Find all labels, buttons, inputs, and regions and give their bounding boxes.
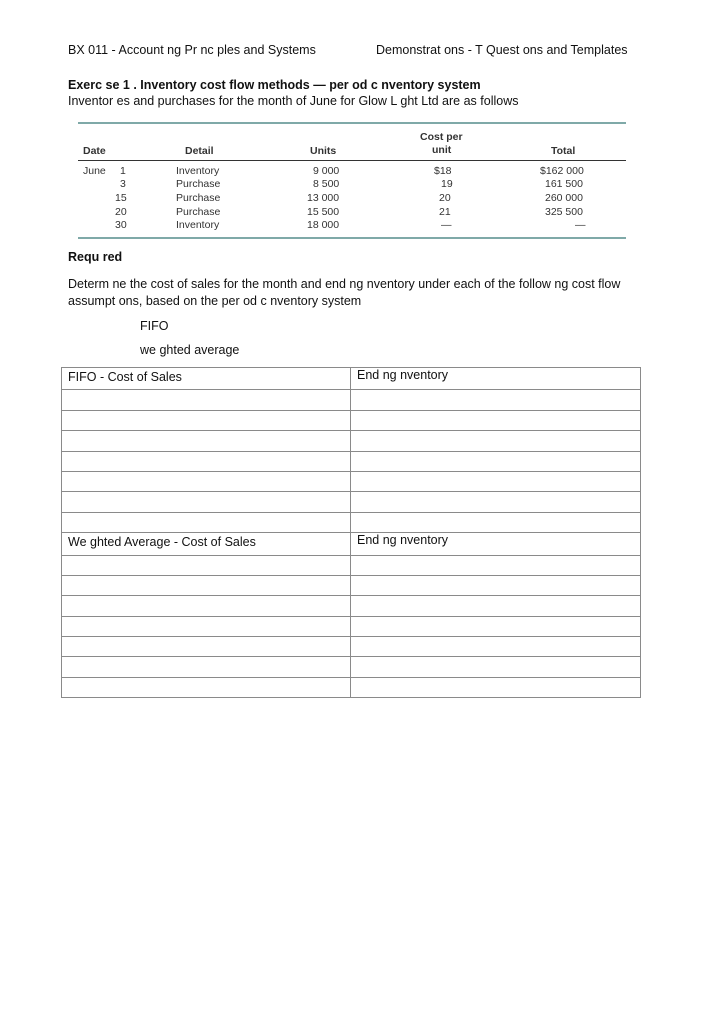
answer-cell[interactable] (351, 657, 641, 677)
answer-cell[interactable] (351, 512, 641, 532)
answer-row (62, 512, 641, 532)
answer-cell[interactable] (351, 575, 641, 595)
answer-row (62, 492, 641, 512)
answer-cell[interactable] (62, 657, 351, 677)
required-bullet-fifo: FIFO (140, 319, 169, 333)
col-header-cost-line1: Cost per (420, 131, 463, 143)
answer-cell[interactable] (351, 596, 641, 616)
answer-row (62, 657, 641, 677)
answer-cell[interactable] (62, 451, 351, 471)
weighted-average-cost-of-sales-label: We ghted Average - Cost of Sales (62, 533, 351, 555)
col-header-total: Total (551, 145, 576, 157)
answer-row (62, 637, 641, 657)
col-header-cost-line2: unit (432, 144, 452, 156)
answer-cell[interactable] (351, 555, 641, 575)
answer-cell[interactable] (351, 410, 641, 430)
weighted-average-ending-inventory-label: End ng nventory (351, 533, 641, 555)
answer-cell[interactable] (351, 637, 641, 657)
answer-cell[interactable] (62, 512, 351, 532)
answer-row (62, 596, 641, 616)
table-header-rule (78, 160, 626, 161)
answer-row (62, 575, 641, 595)
answer-cell[interactable] (62, 390, 351, 410)
table-top-rule (78, 122, 626, 124)
answer-cell[interactable] (351, 390, 641, 410)
fifo-cost-of-sales-label: FIFO - Cost of Sales (62, 368, 351, 390)
answer-cell[interactable] (62, 596, 351, 616)
answer-cell[interactable] (351, 431, 641, 451)
answer-row (62, 451, 641, 471)
answer-grid (61, 367, 641, 698)
table-bottom-rule (78, 237, 626, 239)
col-header-detail: Detail (185, 145, 214, 157)
answer-cell[interactable] (62, 677, 351, 697)
answer-row (62, 616, 641, 636)
answer-row (62, 555, 641, 575)
answer-cell[interactable] (62, 431, 351, 451)
answer-cell[interactable] (351, 492, 641, 512)
answer-cell[interactable] (62, 471, 351, 491)
col-header-units: Units (310, 145, 337, 157)
answer-row (62, 410, 641, 430)
document-header-section: Demonstrat ons - T Quest ons and Templates (376, 43, 628, 57)
exercise-title: Exerc se 1 . Inventory cost flow methods — per od c nventory system (68, 78, 481, 92)
answer-cell[interactable] (351, 471, 641, 491)
required-bullet-weighted-average: we ghted average (140, 343, 240, 357)
answer-row (62, 390, 641, 410)
answer-cell[interactable] (351, 616, 641, 636)
answer-cell[interactable] (351, 451, 641, 471)
answer-cell[interactable] (62, 616, 351, 636)
fifo-ending-inventory-label: End ng nventory (351, 368, 641, 390)
col-header-date: Date (83, 145, 106, 157)
answer-row (62, 431, 641, 451)
answer-row (62, 471, 641, 491)
required-text: Determ ne the cost of sales for the month and end ng nventory under each of the follow ng cost flow assumpt ons, based on the per od c nventory system (68, 277, 621, 308)
answer-cell[interactable] (62, 555, 351, 575)
required-heading: Requ red (68, 250, 123, 264)
answer-row (62, 677, 641, 697)
answer-cell[interactable] (62, 492, 351, 512)
exercise-intro: Inventor es and purchases for the month of June for Glow L ght Ltd are as follows (68, 94, 519, 108)
answer-cell[interactable] (62, 575, 351, 595)
answer-cell[interactable] (351, 677, 641, 697)
answer-cell[interactable] (62, 637, 351, 657)
document-header-course: BX 011 - Account ng Pr nc ples and Systems (68, 43, 316, 57)
answer-cell[interactable] (62, 410, 351, 430)
